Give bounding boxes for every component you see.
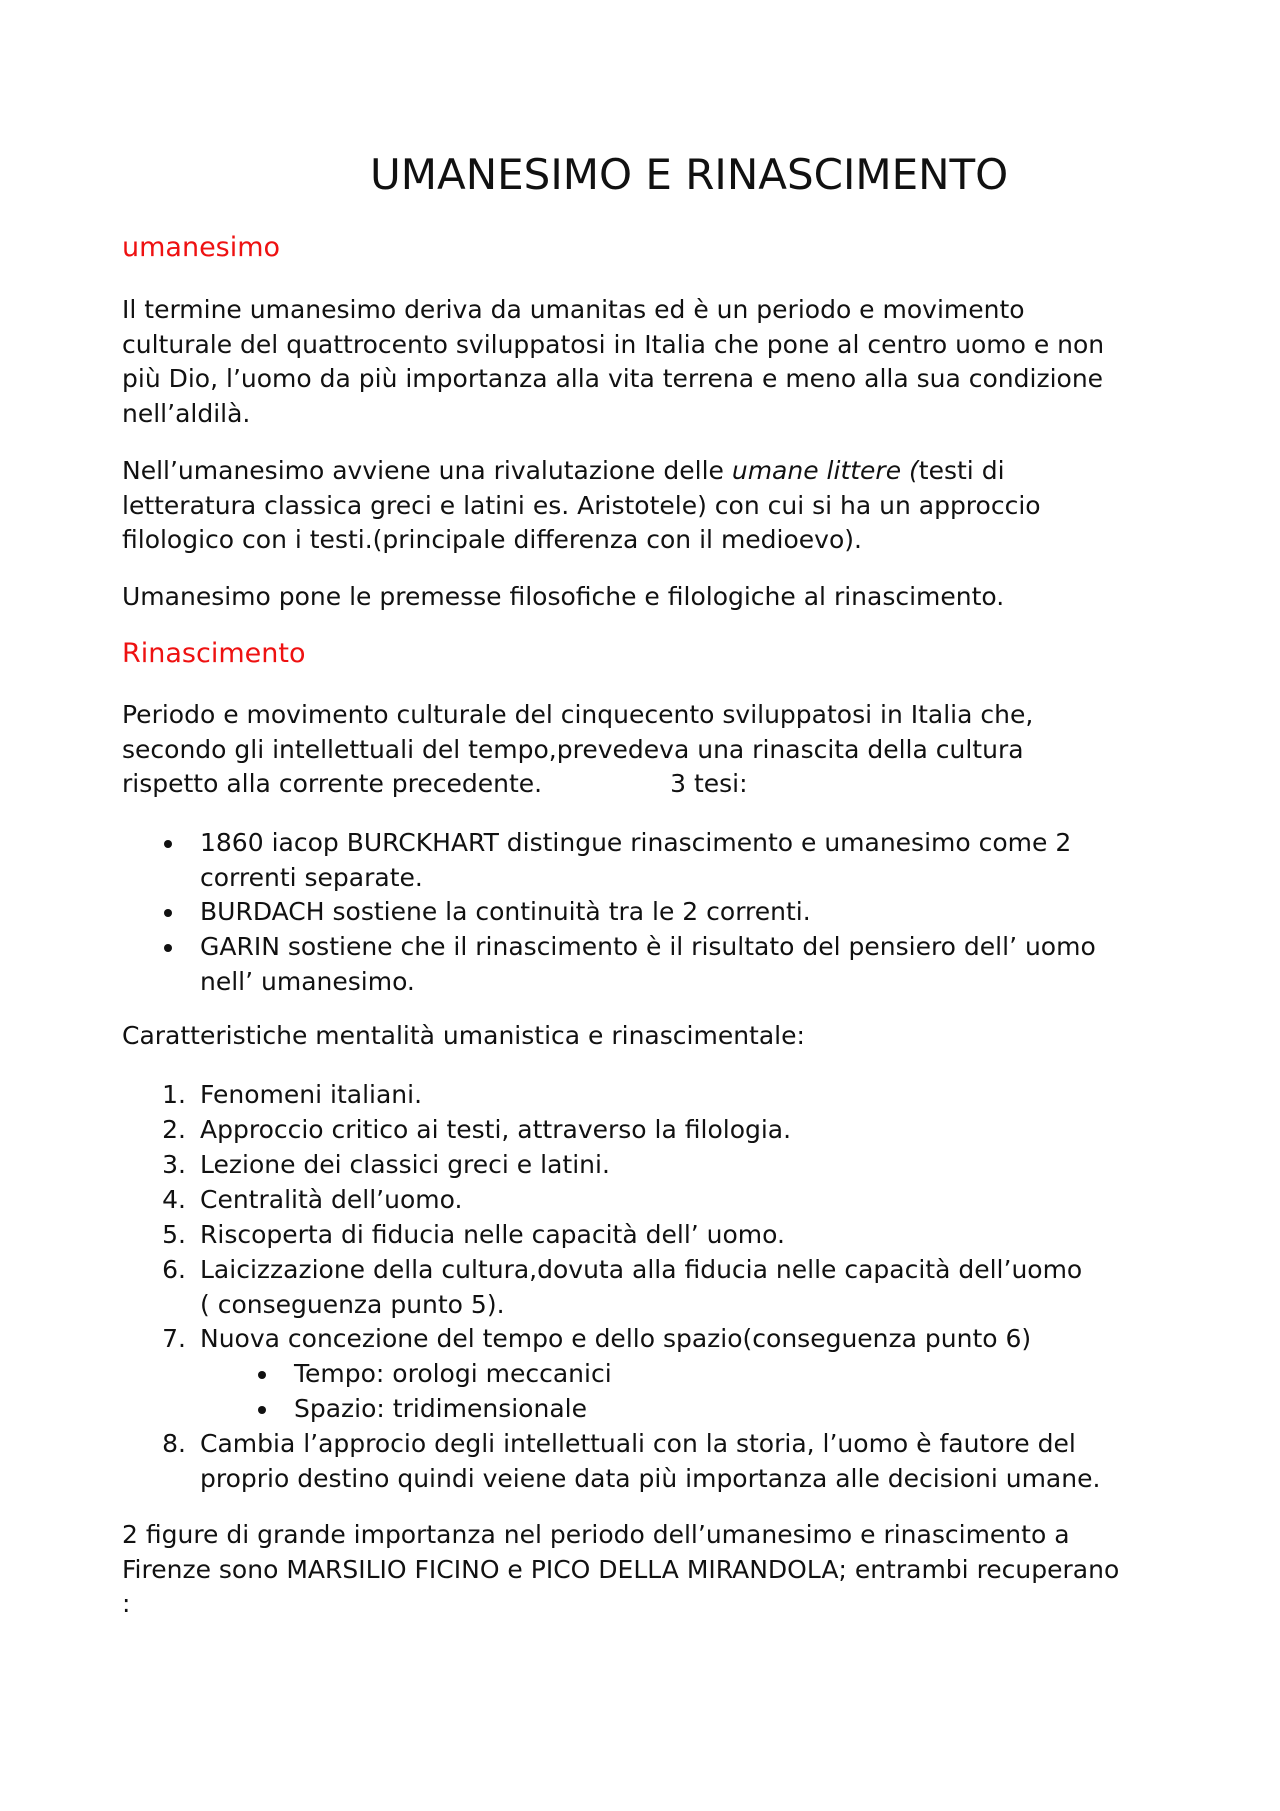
bullet-icon — [164, 840, 172, 848]
text-line: nell’aldilà. — [122, 398, 251, 428]
paragraph-caratteristiche-intro — [122, 1019, 1162, 1054]
item-text — [200, 1148, 610, 1183]
item-text — [200, 1113, 791, 1148]
text-line: proprio destino quindi veiene data più importanza alle decisioni umane. — [200, 1463, 1101, 1493]
text-line: : — [122, 1589, 131, 1618]
text-line: GARIN sostiene che il rinascimento è il risultato del pensiero dell’ uomo — [200, 932, 1096, 961]
item-number: 4. — [162, 1185, 186, 1214]
item-number: 1. — [162, 1080, 186, 1109]
paragraph-rinascimento-definition — [122, 698, 1162, 802]
text-line: 2 figure di grande importanza nel periodo dell’umanesimo e rinascimento a — [122, 1520, 1070, 1549]
tesi-label: 3 tesi: — [670, 769, 748, 798]
tesi-text — [200, 930, 1096, 999]
bullet-icon — [258, 1371, 266, 1379]
item-number: 6. — [162, 1255, 186, 1284]
text-line: BURDACH sostiene la continuità tra le 2 correnti. — [200, 897, 811, 926]
text-line — [122, 454, 1162, 489]
item-text — [200, 1218, 785, 1253]
item-number: 8. — [162, 1429, 186, 1458]
text-line: letteratura classica greci e latini es. Aristotele) con cui si ha un approccio — [122, 490, 1041, 520]
text-segment: rispetto alla corrente precedente. — [122, 769, 543, 798]
heading-rinascimento: Rinascimento — [122, 638, 306, 669]
text-line: Lezione dei classici greci e latini. — [200, 1150, 610, 1179]
text-line: secondo gli intellettuali del tempo,prevedeva una rinascita della cultura — [122, 734, 1024, 764]
text-line: Firenze sono MARSILIO FICINO e PICO DELLA MIRANDOLA; entrambi recuperano — [122, 1554, 1120, 1584]
text-line: correnti separate. — [200, 862, 423, 892]
item-text — [200, 1253, 1082, 1322]
text-line: culturale del quattrocento sviluppatosi in Italia che pone al centro uomo e non — [122, 329, 1105, 359]
text-line: Periodo e movimento culturale del cinquecento sviluppatosi in Italia che, — [122, 700, 1034, 729]
text-line: Cambia l’approcio degli intellettuali con la storia, l’uomo è fautore del — [200, 1429, 1076, 1458]
document-title: UMANESIMO E RINASCIMENTO — [370, 150, 1009, 199]
paragraph-umane-littere — [122, 454, 1162, 558]
text-line: Nuova concezione del tempo e dello spazio(conseguenza punto 6) — [200, 1324, 1032, 1353]
bullet-icon — [164, 909, 172, 917]
text-line: 1860 iacop BURCKHART distingue rinascimento e umanesimo come 2 — [200, 828, 1072, 857]
sub-item-text: Spazio: tridimensionale — [294, 1394, 587, 1423]
text-line: Riscoperta di fiducia nelle capacità dell’ uomo. — [200, 1220, 785, 1249]
text-segment: testi di — [918, 456, 1005, 485]
text-line: ( conseguenza punto 5). — [200, 1289, 505, 1319]
paragraph-umanesimo-definition — [122, 293, 1162, 431]
item-number: 5. — [162, 1220, 186, 1249]
text-line: nell’ umanesimo. — [200, 966, 415, 996]
bullet-icon — [258, 1406, 266, 1414]
text-line: Approccio critico ai testi, attraverso la filologia. — [200, 1115, 792, 1144]
tesi-text — [200, 826, 1071, 895]
text-line: Centralità dell’uomo. — [200, 1185, 463, 1214]
text-segment: Nell’umanesimo avviene una rivalutazione delle — [122, 456, 732, 485]
text-line: Laicizzazione della cultura,dovuta alla fiducia nelle capacità dell’uomo — [200, 1255, 1083, 1284]
text-line — [122, 767, 1162, 802]
sub-item-text: Tempo: orologi meccanici — [294, 1359, 612, 1388]
text-line: Il termine umanesimo deriva da umanitas ed è un periodo e movimento — [122, 295, 1025, 324]
item-text — [200, 1427, 1100, 1496]
item-text — [200, 1322, 1031, 1357]
item-number: 3. — [162, 1150, 186, 1179]
heading-umanesimo: umanesimo — [122, 232, 281, 263]
text-line: Caratteristiche mentalità umanistica e rinascimentale: — [122, 1021, 805, 1050]
paragraph-closing — [122, 1518, 1162, 1622]
paragraph-premesse — [122, 580, 1162, 615]
text-line: Umanesimo pone le premesse filosofiche e filologiche al rinascimento. — [122, 582, 1005, 611]
text-line: più Dio, l’uomo da più importanza alla vita terrena e meno alla sua condizione — [122, 364, 1104, 393]
item-text — [200, 1183, 462, 1218]
bullet-icon — [164, 944, 172, 952]
text-line: filologico con i testi.(principale differenza con il medioevo). — [122, 525, 862, 554]
item-number: 2. — [162, 1115, 186, 1144]
italic-term: umane littere ( — [731, 456, 919, 485]
text-line: Fenomeni italiani. — [200, 1080, 423, 1109]
item-text — [200, 1078, 422, 1113]
tesi-text — [200, 895, 811, 930]
item-number: 7. — [162, 1324, 186, 1353]
